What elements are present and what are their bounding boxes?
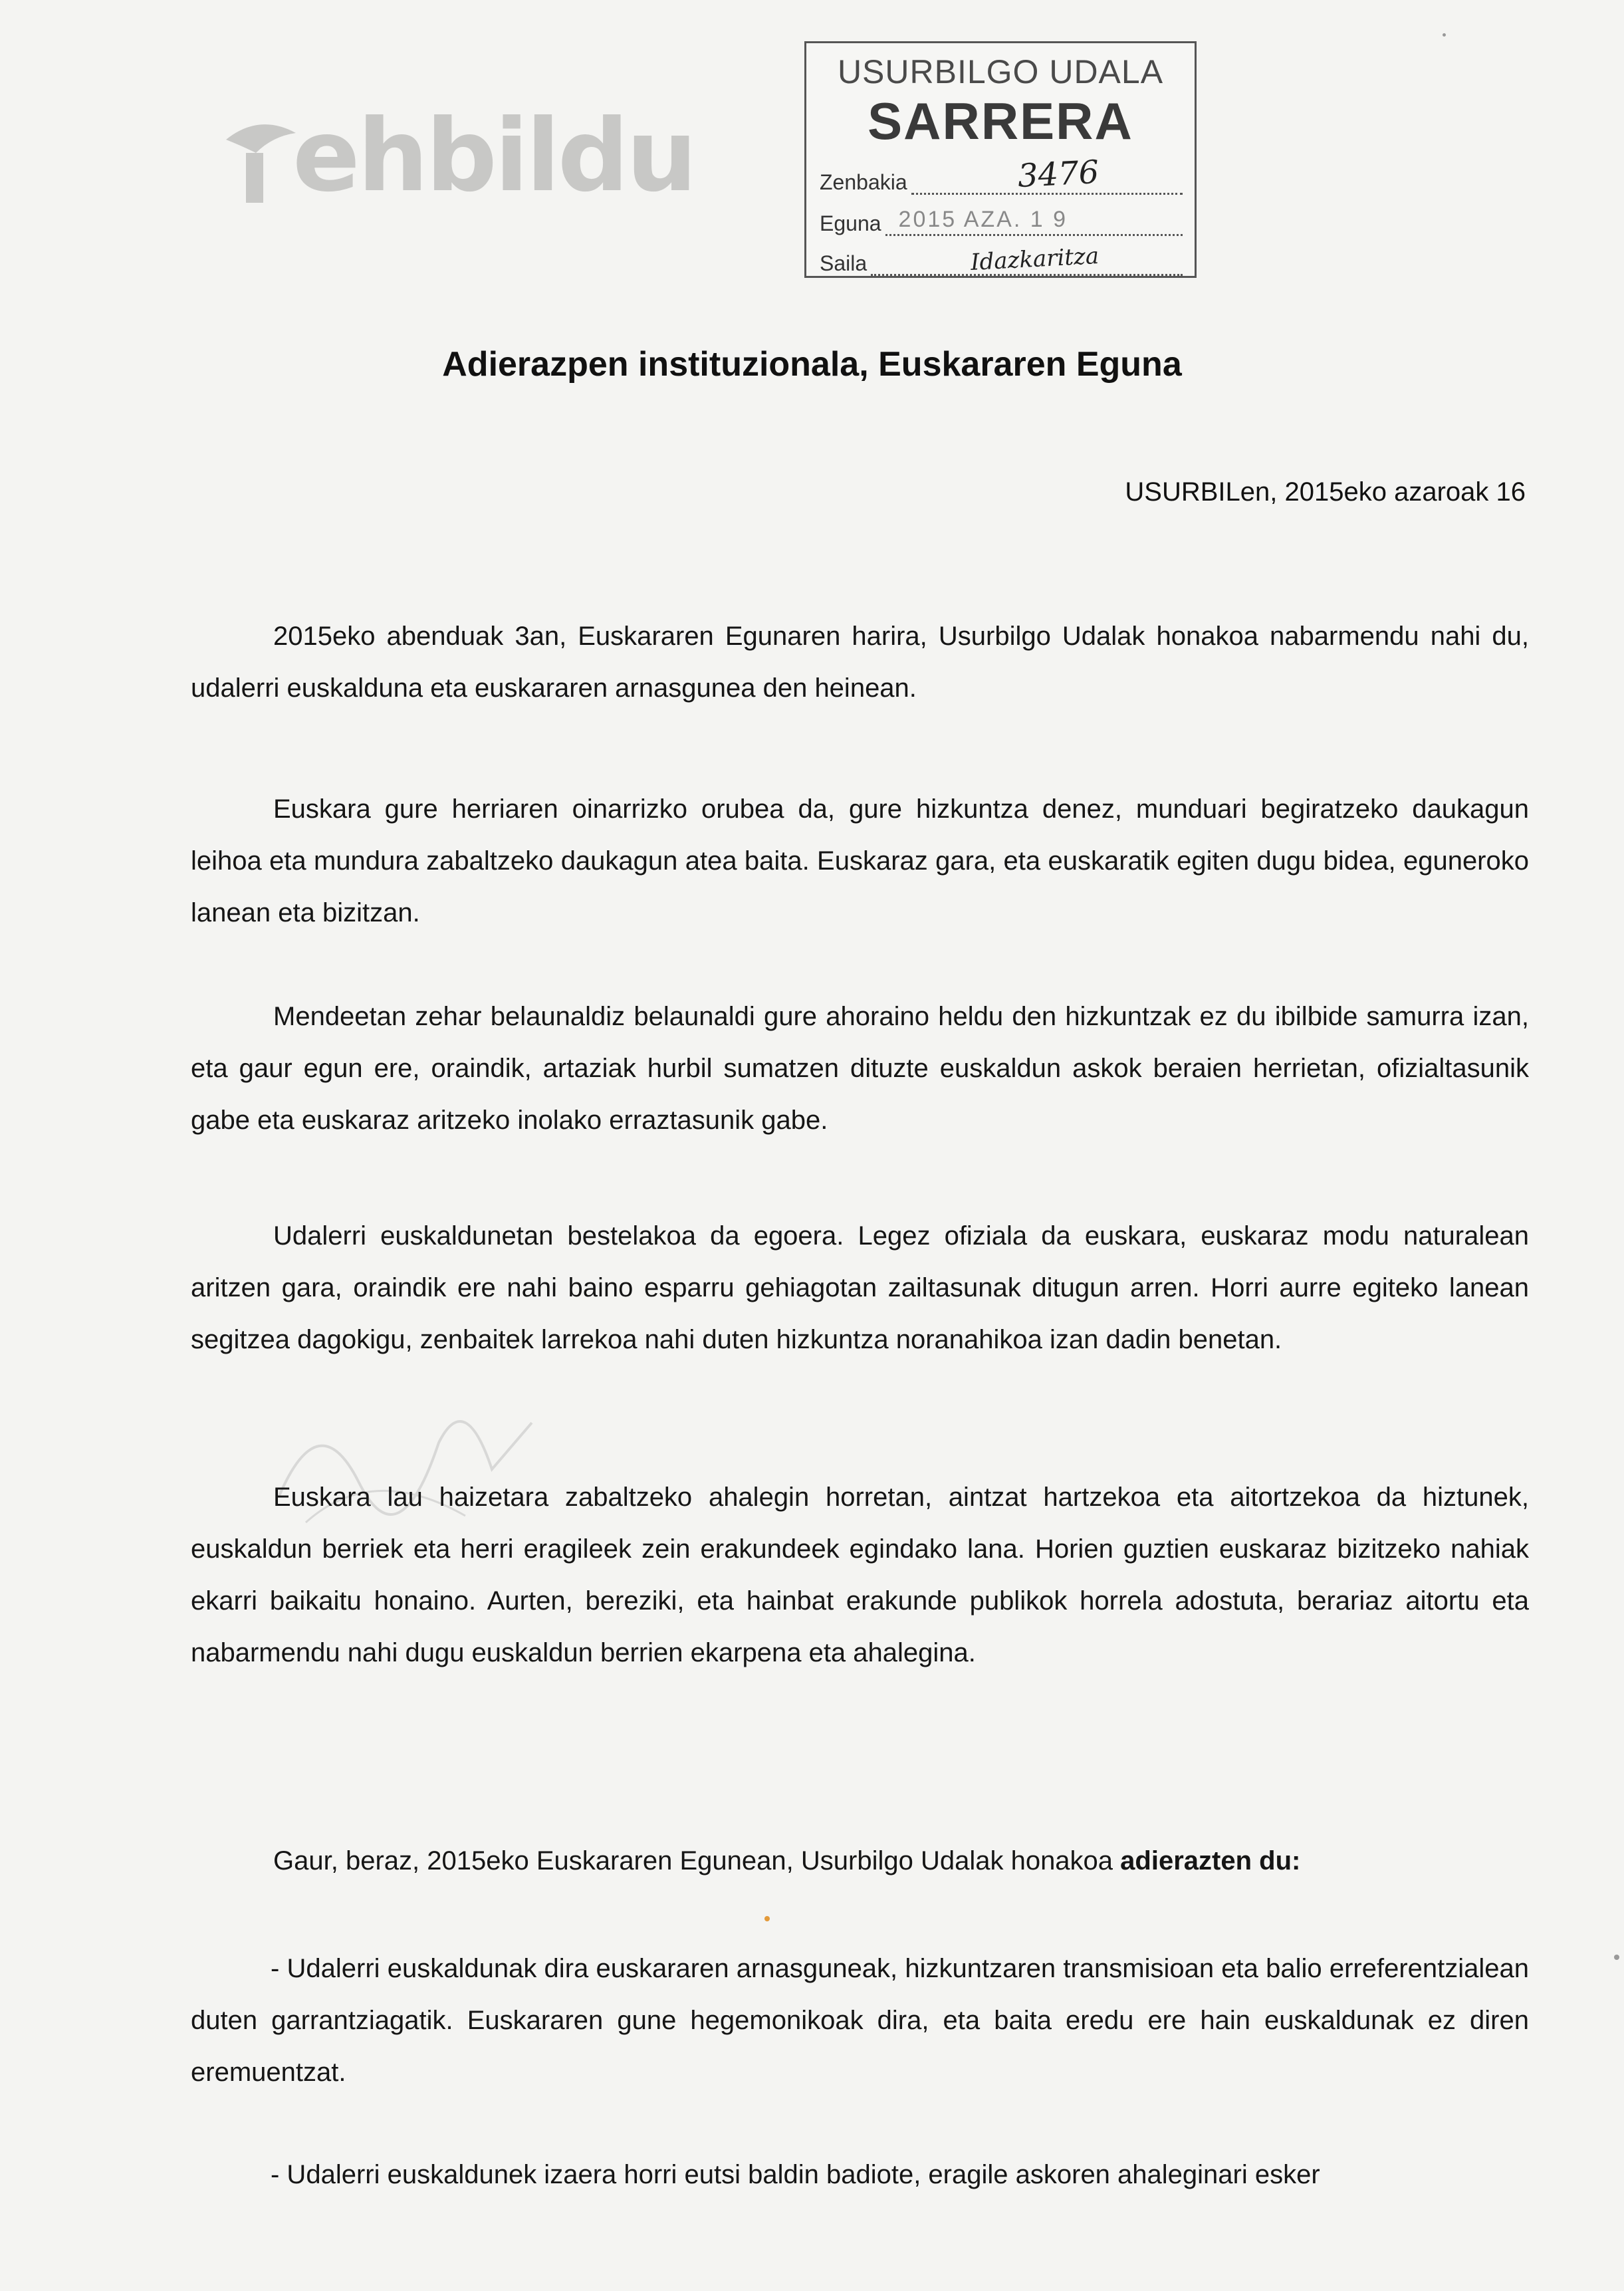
stamp-label: Zenbakia xyxy=(820,170,907,194)
declaration-text: Gaur, beraz, 2015eko Euskararen Egunean, Usurbilgo Udalak honakoa xyxy=(273,1846,1121,1875)
place-date: USURBILen, 2015eko azaroak 16 xyxy=(1125,477,1526,507)
stamp-row-department xyxy=(820,243,1183,276)
stamp-department-value: Idazkaritza xyxy=(970,242,1100,277)
ehbildu-logo-mark-icon xyxy=(219,113,299,206)
point-2: - Udalerri euskaldunek izaera horri eutsi baldin badiote, eragile askoren ahaleginari esker xyxy=(271,2160,1320,2189)
stamp-line xyxy=(871,242,1183,277)
paragraph-1: 2015eko abenduak 3an, Euskararen Egunaren harira, Usurbilgo Udalak honakoa nabarmendu nahi du, udalerri euskalduna eta euskararen arnasgunea den heinean. xyxy=(191,622,1529,703)
scan-speck xyxy=(1443,33,1446,37)
stamp-title: SARRERA xyxy=(868,92,1133,150)
stamp-organization: USURBILGO UDALA xyxy=(837,53,1164,90)
registry-stamp xyxy=(804,41,1197,278)
stamp-label: Saila xyxy=(820,251,868,275)
scan-speck xyxy=(764,1916,770,1921)
stamp-label: Eguna xyxy=(820,211,881,235)
declaration-bold: adierazten du: xyxy=(1120,1846,1301,1875)
paragraph-3: Mendeetan zehar belaunaldiz belaunaldi gure ahoraino heldu den hizkuntzak ez du ibilbide samurra izan, eta gaur egun ere, oraindik, artaziak hurbil sumatzen dituzte euskaldun askok beraien herrietan, ofizialtasunik gabe eta euskaraz aritzeko inolako erraztasunik gabe. xyxy=(191,1002,1529,1135)
scan-speck xyxy=(1614,1955,1619,1960)
document-title: Adierazpen instituzionala, Euskararen Eguna xyxy=(442,345,1182,384)
stamp-row-number xyxy=(820,153,1183,195)
point-1: - Udalerri euskaldunak dira euskararen arnasguneak, hizkuntzaren transmisioan eta balio erreferentzialean duten garrantziagatik. Euskararen gune hegemonikoak dira, eta baita eredu ere hain euskaldunak ez diren eremuentzat. xyxy=(191,1954,1529,2087)
paragraph-4: Udalerri euskaldunetan bestelakoa da egoera. Legez ofiziala da euskara, euskaraz modu naturalean aritzen gara, oraindik ere nahi baino esparru gehiagotan zailtasunak ditugun arren. Horri aurre egiteko lanean segitzea dagokigu, zenbaitek larrekoa nahi duten hizkuntza noranahikoa izan dadin benetan. xyxy=(191,1221,1529,1354)
paragraph-2: Euskara gure herriaren oinarrizko orubea da, gure hizkuntza denez, munduari begiratzeko daukagun leihoa eta mundura zabaltzeko daukagun atea baita. Euskaraz gara, eta euskaratik egiten dugu bidea, eguneroko lanean eta bizitzan. xyxy=(191,794,1529,927)
stamp-line xyxy=(911,153,1183,195)
stamp-number-value: 3476 xyxy=(1016,153,1100,195)
paragraph-5: Euskara lau haizetara zabaltzeko ahalegin horretan, aintzat hartzekoa eta aitortzekoa da hiztunek, euskaldun berriek eta herri eragileek zein erakundeek egindako lana. Horien guztien euskaraz bizitzeko nahiak ekarri baikaitu honaino. Aurten, bereziki, eta hainbat erakunde publikok horrela adostuta, berariaz aitortu eta nabarmendu nahi dugu euskaldun berrien ekarpena eta ahalegina. xyxy=(191,1483,1529,1667)
logo-text: ehbildu xyxy=(292,98,695,214)
stamp-row-date xyxy=(820,203,1183,236)
ehbildu-logo xyxy=(219,98,695,214)
stamp-date-value: 2015 AZA. 1 9 xyxy=(898,207,1068,232)
declaration xyxy=(191,1835,1529,1887)
stamp-line xyxy=(885,206,1183,236)
